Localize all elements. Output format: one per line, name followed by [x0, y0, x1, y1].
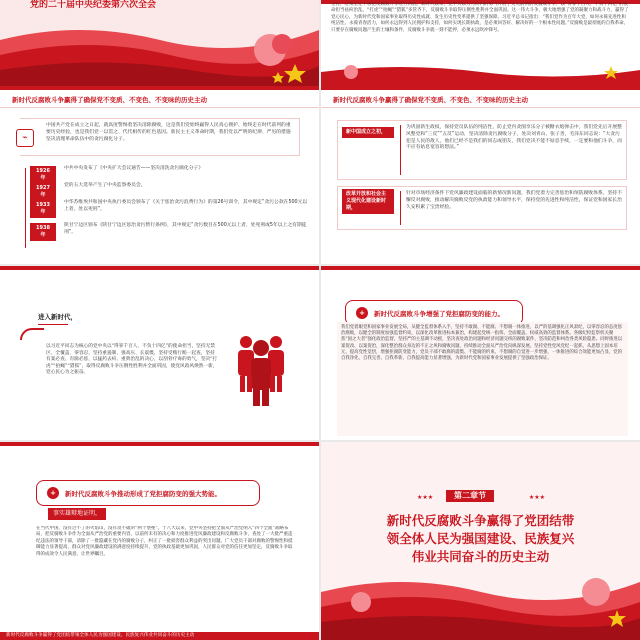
timeline-text: 党的五大选举产生了中央监察委员会。	[64, 183, 146, 188]
block-divider	[400, 125, 401, 175]
chapter-title-line: 新时代反腐败斗争赢得了党团结带	[386, 513, 575, 528]
timeline-item	[30, 166, 310, 181]
plus-icon: +	[47, 487, 59, 499]
timeline-item	[30, 200, 310, 221]
chapter-badge: 第二章节	[446, 490, 494, 502]
top-bar	[321, 86, 640, 90]
block-1	[337, 120, 627, 180]
block-text: 为巩固新生政权，保持党员队伍的纯洁性，防止党内贪图享乐分子被糖衣炮弹击中，我们党先后开展整风整党和“三反”“五反”运动，坚决清除贪污腐败分子，处决刘青山、张子善，毛泽东同志说：“大贪污犯是人民的敌人，他们已经不是我们的同志或朋友，我们党决不能不姑息手续，一定要和他们斗争，而不应有姑息宽容的想法。”	[406, 125, 622, 151]
timeline-year: 1938年	[30, 223, 56, 241]
slide-2-text: 坚持，必须坚定不移把反腐败斗争进行到底。新时代以来，党中央以刀刃向内的勇气开展了史无前例的反腐败斗争，以“得罪千百人、不负十四亿”的使命担当祛疴治乱，“打虎”“拍蝇”“猎狐”多管齐下，反腐败斗争取得压倒性胜利并全面巩固。这一伟大斗争，极大地增强了党的凝聚力和战斗力，赢得了党心民心，为新时代党和国家事业取得历史性成就、发生历史性变革提供了坚强保障。习近平总书记指出：“我们党作为百年大党，如何永葆先进性和纯洁性、永葆青春活力，如何永远得到人民拥护和支持，如何实现长期执政，是必须回答好、解决好的一个根本性问题。”反腐败是最彻底的自我革命。只要存在腐败问题产生的土壤和条件，反腐败斗争就一刻不能停，必须永远吹冲锋号。	[331, 2, 629, 33]
red-wave-banner	[0, 0, 319, 86]
top-bar	[0, 86, 319, 90]
top-bar	[0, 266, 319, 270]
slide-6[interactable]	[321, 266, 640, 440]
block-text: 针对市场经济条件下党风廉政建设面临的新情况新问题，我们党着力完善惩治和预防腐败体系，坚持不懈反对腐败，推动解决腐败反党的执政能力和领导水平，保持党的先进性和纯洁性，保证党和国家长治久安积累了宝贵经验。	[406, 191, 622, 210]
intro-icon: ⌁	[16, 129, 34, 147]
timeline-line	[25, 168, 26, 248]
star-icon: ★★★	[528, 494, 545, 501]
timeline-year: 1926年	[30, 166, 56, 184]
red-wave-footer	[321, 62, 640, 86]
swirl-icon	[20, 328, 44, 340]
block-divider	[400, 191, 401, 225]
slide-4[interactable]	[321, 86, 640, 264]
top-bar	[321, 266, 640, 270]
block-2	[337, 186, 627, 230]
section-text: 在当代中国，没有过不了的火焰山，没有攻不破的“两个堡垒”。十八大以来，党中央坚持把全面从严治党纳入“四个全面”战略布局，把反腐败斗争作为全面从严治党的重要内容，以前所未有的决心和力度推进党风廉政建设和反腐败斗争，查处了一大批严重违纪违法的领导干部，清除了一批隐藏在党内的腐败分子，纠正了一批损害群众利益的突出问题。广大党员干部对腐败的警惕性和抵御能力显著提高，群众对党风廉政建设的满意度持续提升，党的执政基础更加巩固，人民群众对党的信任更加坚定，反腐败斗争取得的成效令人民满意、让世界瞩目。	[36, 526, 293, 557]
quote-tag: 事实雄辩地证明，	[48, 508, 106, 520]
star-icon: ★★★	[417, 494, 434, 501]
section-title: 进入新时代，	[38, 313, 77, 321]
slide-7-footer: 新时代反腐败斗争赢得了党团结带领全体人民为强国建设、民族复兴伟业共同奋斗的历史主动	[0, 632, 319, 640]
people-icon	[232, 326, 290, 408]
section-pill-label: 新时代反腐败斗争增强了党拒腐防变的能力。	[374, 309, 504, 318]
timeline	[30, 166, 310, 244]
block-tag: 新中国成立之初，	[342, 127, 394, 138]
timeline-year: 1927年	[30, 183, 56, 201]
slide-1-title: 党的二十届中央纪委第六次全会	[30, 0, 157, 10]
chapter-title-line: 伟业共同奋斗的历史主动	[411, 549, 550, 564]
timeline-text: 陕甘宁边区颁布《陕甘宁边区惩治贪污暂行条例》，其中规定“贪污数目在500元以上者，处死刑或5年以上之有期徒刑”。	[64, 223, 307, 235]
timeline-item	[30, 183, 310, 198]
slide-header: 新时代反腐败斗争赢得了确保党不变质、不变色、不变味的历史主动	[321, 92, 640, 108]
intro-text: 中国共产党在成立之日起，就高度警惕着坚决清除腐败，这是我们党始终赢得人民真心拥护、始终走在时代前列的重要历史经验，也是我们党一以贯之、代代相传的红色基因。新民主主义革命时期，我们党以严明的纪律、严厉的措施坚决清理革命队伍中的贪污腐化分子。	[46, 123, 291, 142]
block-tag: 改革开放和社会主义现代化建设新时期，	[342, 189, 394, 214]
top-bar	[0, 442, 319, 446]
section-pill-label: 新时代反腐败斗争推动形成了党拒腐防变的强大势能。	[65, 489, 221, 498]
timeline-item	[30, 223, 310, 244]
slide-5[interactable]	[0, 266, 319, 440]
section-pill	[36, 480, 260, 506]
timeline-year: 1933年	[30, 200, 56, 218]
timeline-text: 中共中央发布了《中央扩大会议通告——坚决清洗贪污腐化分子》	[64, 166, 204, 171]
intro-box	[20, 118, 300, 156]
section-text: 我们党着眼党和国家事业发展全局，从健全监督体系入手，坚持不敢腐、不能腐、不想腐一体推进，以严的基调强化正风肃纪，以零容忍的态度惩治腐败，以健全的制度加强监督约束，以深化改革推进标本兼治，构建起党统一指挥、全面覆盖、权威高效的监督体系。各级纪检监察机关聚焦“国之大者”强化政治监督，坚持严的主基调不动摇，坚决查处政治问题和经济问题交织的腐败案件，坚决防范和纠治各类风险隐患。同时推进以案促改、以案促治，深化整治群众身边的不正之风和腐败问题，持续推动全面从严治党向纵深发展。坚持党性党风党纪一起抓，从思想上固本培元，提高党性觉悟，增强拒腐防变能力，党员干部不敢腐的震慑、不能腐的约束、不想腐的自觉进一步增强，一体推进的综合效能更加凸显，党的自我净化、自我完善、自我革新、自我提高能力显著增强，为新时代党和国家事业发展提供了坚强政治保证。	[337, 322, 628, 436]
slide-3[interactable]	[0, 86, 319, 264]
slide-7[interactable]	[0, 442, 319, 640]
slide-8[interactable]	[321, 442, 640, 640]
chapter-title	[331, 512, 630, 566]
section-text: 以习近平同志为核心的党中央以“得罪千百人、不负十四亿”的使命担当，坚持无禁区、全覆盖、零容忍，坚持重遏制、强高压、长震慑，坚持受贿行贿一起查，坚持有案必查、有腐必惩，以猛药去疴、重典治乱的决心，以刮骨疗毒的勇气，坚决“打虎”“拍蝇”“猎狐”，取得反腐败斗争压倒性胜利并全面巩固，使党风政风焕然一新，党心民心为之振奋。	[46, 344, 218, 376]
plus-icon: +	[356, 307, 368, 319]
section-underline	[38, 324, 68, 325]
timeline-text: 中华苏维埃共和国中央执行委员会颁布了《关于惩治贪污浪费行为》的第26号训令，其中规定“贪污公款在500元以上者，处以死刑”。	[64, 200, 308, 212]
slide-header: 新时代反腐败斗争赢得了确保党不变质、不变色、不变味的历史主动	[0, 92, 319, 108]
chapter-title-line: 领全体人民为强国建设、民族复兴	[386, 531, 575, 546]
